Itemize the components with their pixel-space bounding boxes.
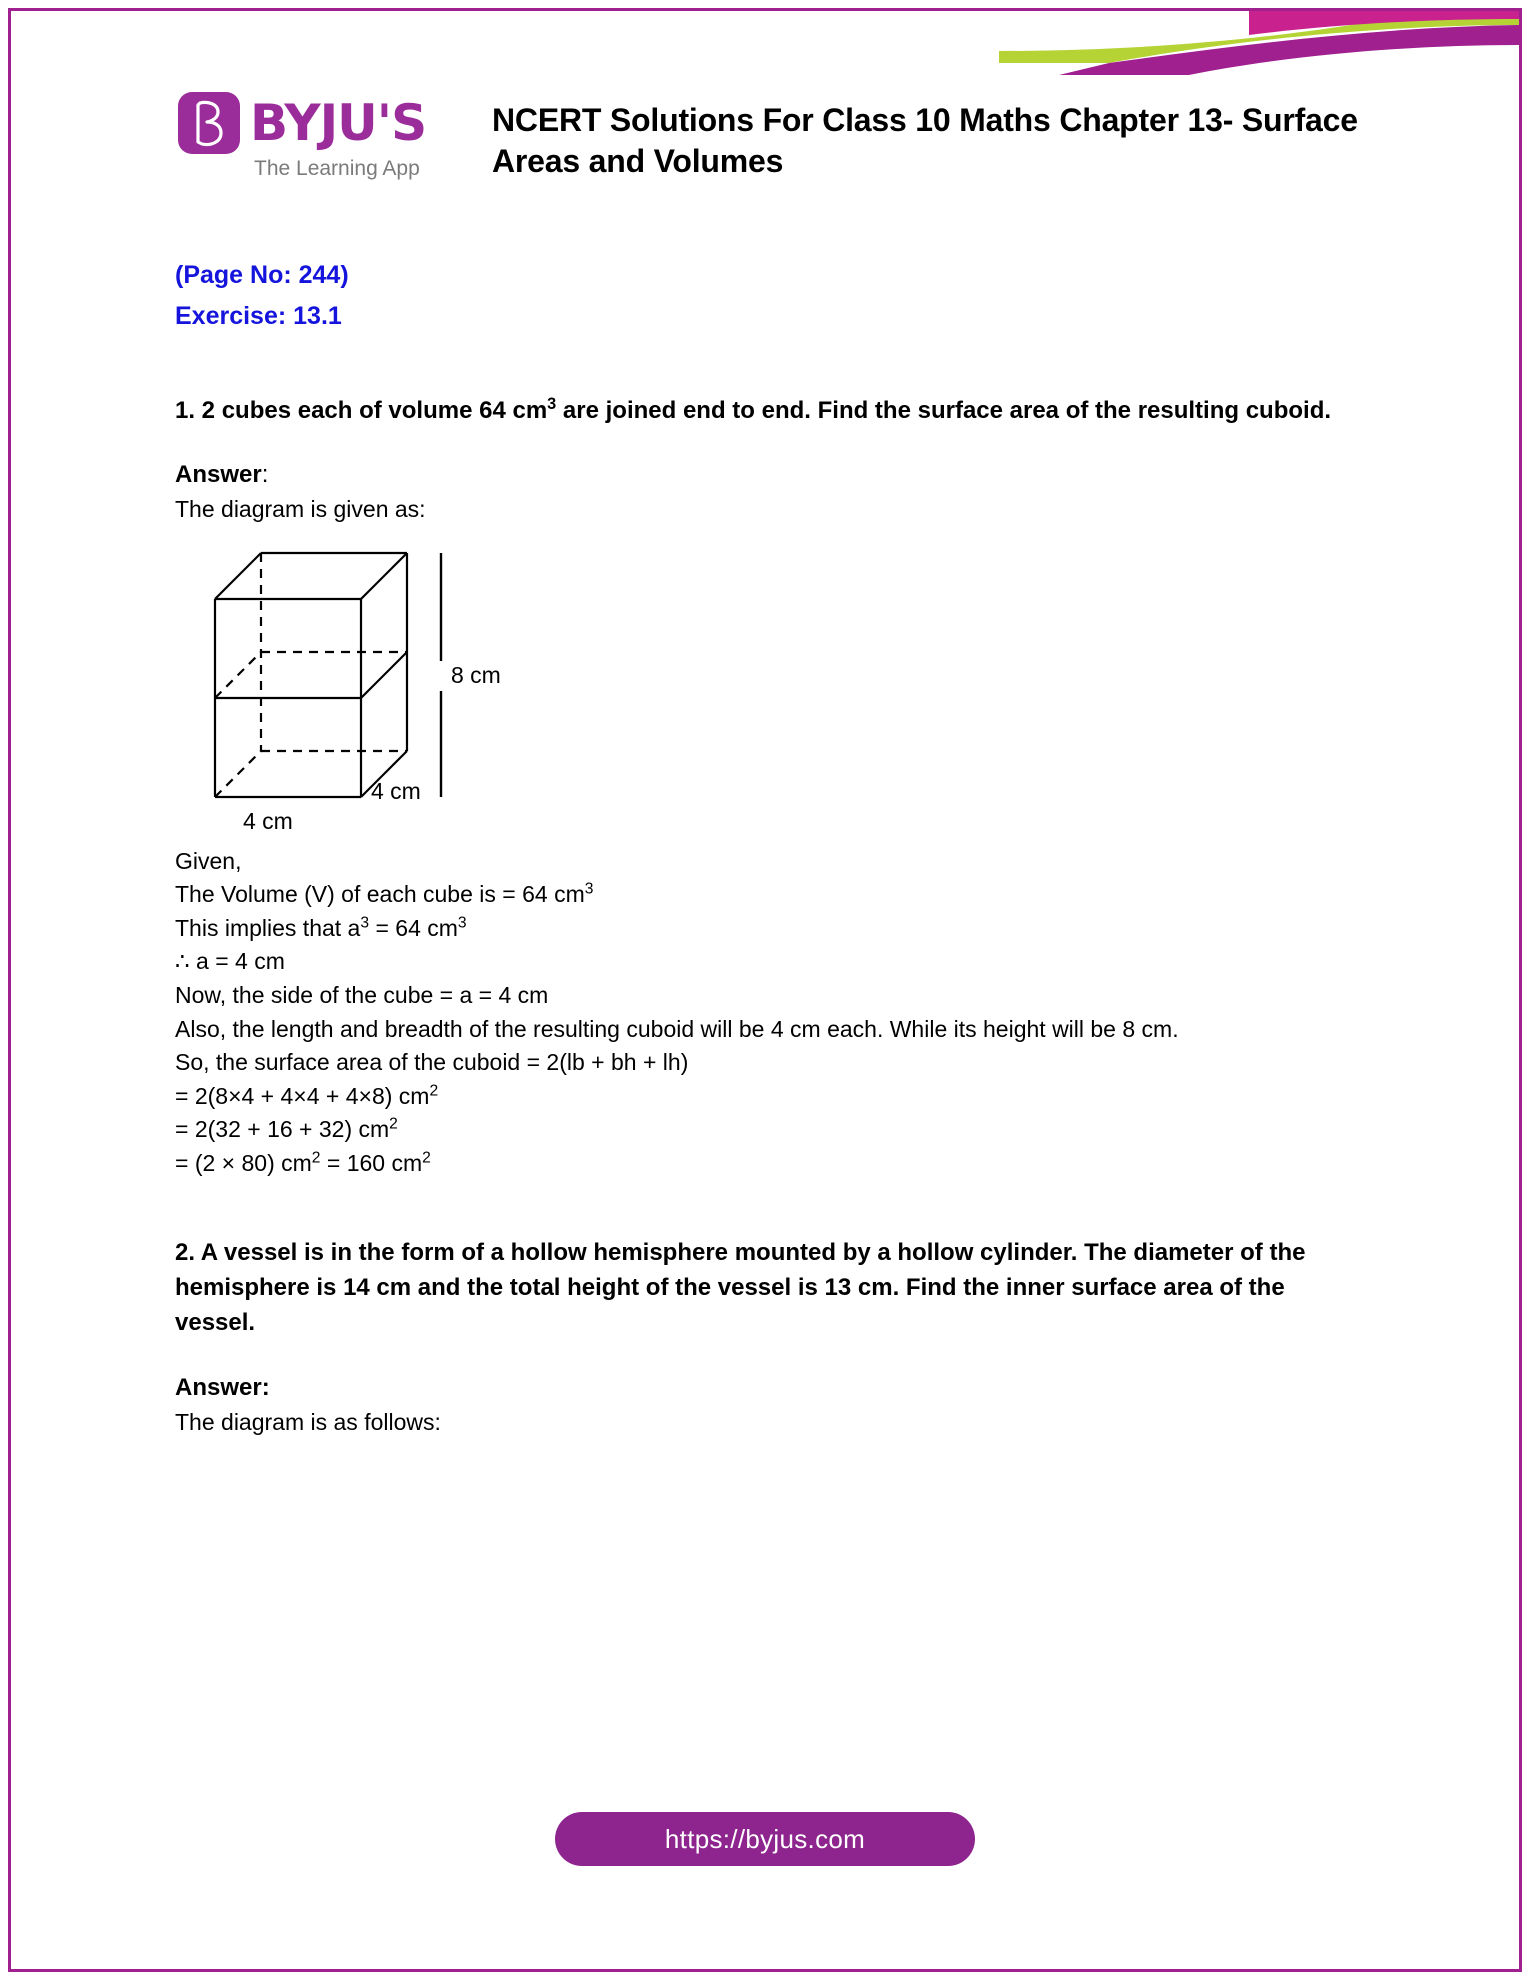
step-implies-text1: This implies that a [175,914,361,941]
step-implies-exponent2: 3 [457,914,467,932]
byjus-logo [178,92,426,181]
step-calc-3 [175,1147,1355,1181]
byjus-url-label: https://byjus.com [664,1823,866,1854]
step-calc-1 [175,1080,1355,1114]
step-calc-3-text2: = 160 cm [320,1149,423,1176]
step-volume [175,878,1355,912]
step-implies-exponent1: 3 [360,914,370,932]
step-calc-2-text: = 2(32 + 16 + 32) cm [175,1116,390,1143]
answer-1-label-word: Answer [175,461,262,489]
page-title: NCERT Solutions For Class 10 Maths Chapter 13- Surface Areas and Volumes [492,102,1358,179]
byjus-logo-tagline: The Learning App [254,157,420,180]
cuboid-diagram [193,539,523,839]
corner-swoosh-decoration [999,11,1519,75]
step-therefore-a: ∴ a = 4 cm [175,948,285,975]
diagram-height-label: 8 cm [451,661,501,688]
diagram-depth-label: 4 cm [371,777,421,804]
step-side: Now, the side of the cube = a = 4 cm [175,981,549,1008]
step-dimensions: Also, the length and breadth of the resulting cuboid will be 4 cm each. While its height will be 8 cm. [175,1015,1179,1042]
step-given: Given, [175,847,242,874]
byjus-url-button[interactable] [555,1812,975,1866]
question-2-text: 2. A vessel is in the form of a hollow hemisphere mounted by a hollow cylinder. The diameter of the hemisphere is 14 cm and the total height of the vessel is 13 cm. Find the inner surface area of the vessel. [175,1239,1306,1337]
step-calc-1-exponent: 2 [429,1082,439,1100]
step-volume-text: The Volume (V) of each cube is = 64 cm [175,881,585,908]
step-formula: So, the surface area of the cuboid = 2(lb + bh + lh) [175,1049,689,1076]
step-volume-exponent: 3 [584,880,594,898]
step-calc-2 [175,1113,1355,1147]
answer-1-diagram-intro: The diagram is given as: [175,496,426,523]
document-body [175,255,1355,1439]
answer-1-label-colon: : [261,461,269,489]
question-1-text-part2: are joined end to end. Find the surface area of the resulting cuboid. [556,396,1332,424]
step-implies-text2: = 64 cm [369,914,458,941]
answer-1-steps [175,845,1355,1181]
byjus-logo-wordmark: BYJU'S [250,94,427,152]
question-1-exponent: 3 [547,394,557,413]
byjus-logo-icon [178,92,240,154]
answer-2-diagram-intro: The diagram is as follows: [175,1408,441,1435]
answer-1-label [175,458,1355,493]
question-1-text [175,394,1350,429]
answer-2-label: Answer: [175,1373,270,1401]
step-calc-2-exponent: 2 [389,1115,398,1133]
step-implies [175,912,1355,946]
exercise-label: Exercise: 13.1 [175,302,342,331]
step-calc-3-exponent2: 2 [422,1149,431,1167]
diagram-width-label: 4 cm [243,807,293,834]
step-calc-3-exponent1: 2 [311,1149,321,1167]
page-number-label: (Page No: 244) [175,261,349,289]
step-calc-1-text: = 2(8×4 + 4×4 + 4×8) cm [175,1082,430,1109]
step-calc-3-text1: = (2 × 80) cm [175,1149,312,1176]
question-1-text-part1: 1. 2 cubes each of volume 64 cm [175,396,548,424]
